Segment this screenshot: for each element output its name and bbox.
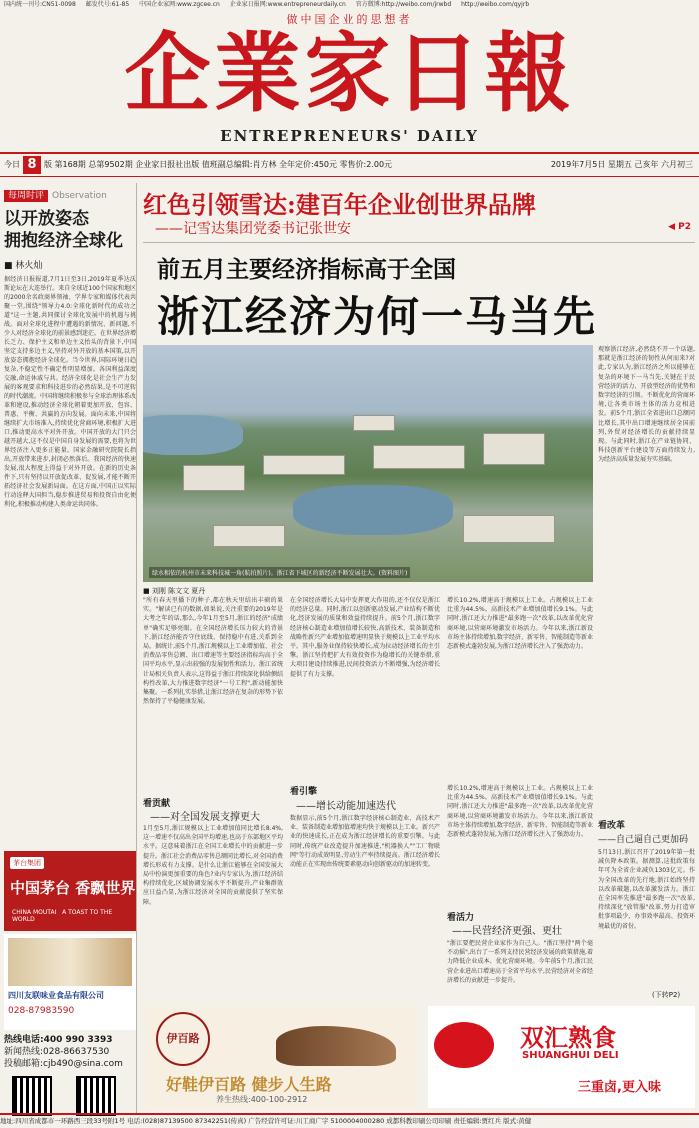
maotai-ad[interactable] xyxy=(4,851,136,931)
section-engine-sub: ——增长动能加速迭代 xyxy=(296,801,396,812)
section-contribution-title: 看贡献 xyxy=(143,799,171,809)
qr-code-icon[interactable] xyxy=(76,1076,116,1116)
masthead-title: 企業家日報 xyxy=(124,23,575,124)
maotai-slogan xyxy=(10,877,135,898)
maotai-slogan-1: 中国茅台 xyxy=(10,879,71,897)
issue-info-left xyxy=(4,154,392,176)
commentary-title-line1: 以开放姿态 xyxy=(4,209,89,229)
sichuan-company-name: 四川友联味业食品有限公司 xyxy=(8,991,104,1000)
main-story-col3b: 增长10.2%,增速高于规模以上工业。占规模以上工业比重为44.5%。高新技术产业增加值增长9.1%。与此同时,浙江还大力推进"最多跑一次"改革,以改革优化营商环境,以营商环境激发市场活力。今年以来,浙江新设市场主体持续增加,数字经济、新零售、智能制造等新业态新模式蓬勃发展,为浙江经济增长注入了强劲动力。 xyxy=(447,785,593,839)
topbar-item: 国内统一刊号:CN51-0098 xyxy=(4,1,76,8)
yibailu-logo: 伊百路 xyxy=(156,1012,210,1066)
yibailu-shoe-ad[interactable] xyxy=(146,1006,417,1108)
maotai-english xyxy=(12,909,136,923)
page-count-badge: 8 xyxy=(23,156,41,174)
page-ref-text: P2 xyxy=(678,222,691,232)
photo-caption: 绿水相依的杭州市未来科技城一角(航拍照片)。浙江省下城区的新经济不断发展壮大。(资料图片) xyxy=(149,567,410,578)
main-story-col3: 增长10.2%,增速高于规模以上工业。占规模以上工业比重为44.5%。高新技术产业增加值增长9.1%。与此同时,浙江还大力推进"最多跑一次"改革,以改革优化营商环境,以营商环境激发市场活力。今年以来,浙江新设市场主体持续增加,数字经济、新零售、智能制造等新业态新模式蓬勃发展,为浙江经济增长注入了强劲动力。 xyxy=(447,597,593,651)
divider xyxy=(143,242,695,243)
section-vitality-sub: ——民营经济更强、更壮 xyxy=(452,926,562,937)
maotai-english-2: A TOAST TO THE WORLD xyxy=(12,909,113,923)
topbar-item[interactable]: http://weibo.com/qyjrb xyxy=(461,1,530,8)
today-label: 今日 xyxy=(4,160,20,169)
main-story-col2: 在全国经济增长大局中发挥更大作用的,还不仅仅是浙江的经济总量。同时,浙江以创新驱动发展,产业结构不断优化,经济发展的质量和效益持续提升。前5个月,浙江数字经济核心制造业增加值增长较快,高新技术、装备制造和战略性新兴产业增加值增速明显快于规模以上工业平均水平。其中,服务业保持较快增长,成为拉动经济增长的主引擎。浙江坚持把扩大有效投资作为稳增长的关键举措,重大项目建设持续推进,民间投资活力不断增强,为经济增长提供了有力支撑。 xyxy=(290,597,440,678)
contact-block xyxy=(4,1034,136,1118)
lead-story-page-ref[interactable]: ◀ P2 xyxy=(668,222,691,232)
main-story-col1: "所有春天里播下的种子,都在秋天里结出丰硕的果实。"解读已有的数据,如果说,关注重要的2019年是大考之年的话,那么,今年1月至5月,浙江的经济"成绩单"确实足够亮眼。在全国经济增长压力较大的背景下,浙江经济能否守住底线、保持稳中有进,关系到全局。据统计,前5个月,浙江规模以上工业增加值、社会消费品零售总额、出口增速等主要经济指标均高于全国平均水平,显示出较强的发展韧性和活力。浙江省统计局相关负责人表示,这得益于浙江持续深化供给侧结构性改革,大力推进数字经济"一号工程",新动能加快集聚。一系列扎实举措,让浙江经济在复杂的形势下依然保持了平稳健康发展。 xyxy=(143,597,283,706)
sichuan-food-ad[interactable] xyxy=(4,934,136,1030)
section-contribution-body: 1月至5月,浙江规模以上工业增加值同比增长8.4%,这一增速不仅高出全国平均增速,也高于东部地区平均水平。这意味着浙江在全国工业增长中的贡献进一步提升。浙江社会消费品零售总额同比增长,对全国消费增长形成有力支撑。是什么让浙江能够在全国发展大局中扮演更加重要的角色?业内专家认为,浙江经济结构持续优化,区域协调发展水平不断提升,产业集群效应日益凸显,为浙江经济对全国的贡献提供了坚实保障。 xyxy=(143,825,283,906)
main-story-col4: 观察浙江经济,必然绕不开一个话题,那就是浙江经济的韧性从何而来?对此,专家认为,浙江经济之所以能够在复杂的环境下一马当先,关键在于民营经济的活力、开放型经济的优势和数字经济的引领。不断优化的营商环境,让各类市场主体的活力竞相迸发。前5个月,浙江全省进出口总额同比增长,其中出口增速继续居全国前列,外贸对经济增长的贡献持续显现。与此同时,浙江在产业链协同、科技创新平台建设等方面持续发力,为经济高质量发展夯实基础。 xyxy=(598,346,695,464)
lead-story-subhead: ——记雪达集团党委书记张世安 xyxy=(155,221,351,237)
commentary-body: 据经济日报报道,7月1日至3日,2019年夏季达沃斯论坛在大连举行。来自全球近100个国家和地区的2000余名政商界领袖、学界专家和媒体代表共聚一堂,围绕"领导力4.0:全球化新时代的成功之道"这一主题,共同探讨全球化发展中的机遇与挑战。面对全球化进程中遭遇的新情况、新问题,不少人对经济全球化的前景感到迷茫。在世界经济增长乏力、保护主义和单边主义抬头的背景下,中国坚定支持多边主义,坚持对外开放的基本国策,以开放姿态拥抱经济全球化。当今世界,国际环境日趋复杂,不稳定性不确定性明显增加。各国利益深度交融,命运休戚与共。经济全球化是社会生产力发展的客观要求和科技进步的必然结果,是不可逆转的时代潮流。中国将继续积极参与全球治理体系改革和建设,推动经济全球化朝着更加开放、包容、普惠、平衡、共赢的方向发展。面向未来,中国将继续扩大市场准入,持续优化营商环境,积极扩大进口,推动更高水平对外开放。中国开放的大门只会越开越大,这不仅是中国自身发展的需要,也将为世界经济注入更多正能量。国家金融研究院院长指出,开放带来进步,封闭必然落后。我国经济的快速发展,很大程度上得益于对外开放。在新的历史条件下,只有坚持以开放促改革、促发展,才能不断开拓经济社会发展新局面。在这方面,中国正以实际行动诠释大国担当,稳步推进贸易和投资自由化便利化,积极推动构建人类命运共同体。 xyxy=(4,276,136,508)
issue-details: 版 第168期 总第9502期 企业家日报社出版 值班副总编辑:肖方林 全年定价:450元 零售价:2.00元 xyxy=(44,160,393,169)
section-reform-title: 看改革 xyxy=(598,821,626,831)
topbar-item[interactable]: 中国企业家网:www.zgcee.cn xyxy=(139,1,220,8)
commentary-title[interactable] xyxy=(4,208,136,252)
masthead-slogan: 做中国企业的思想者 xyxy=(286,13,413,26)
maotai-logo: 茅台集团 xyxy=(10,857,44,869)
maotai-english-1: CHINA MOUTAI xyxy=(12,909,57,916)
shuanghui-english: SHUANGHUI DELI xyxy=(522,1050,619,1061)
footer: 地址:四川省成都市一环路西三段33号附1号 电话:(028)87139500 87342251(传真) 广告经营许可证:川工商广字 5100004000280 成都科教印刷公司印刷 责任编辑:贾红兵 版式:黄健 xyxy=(0,1113,699,1128)
masthead-english-title: ENTREPRENEURS' DAILY xyxy=(220,127,479,145)
commentary-title-line2: 拥抱经济全球化 xyxy=(4,231,123,251)
news-hotline: 新闻热线:028-86637530 xyxy=(4,1047,110,1057)
qr-code-icon[interactable] xyxy=(12,1076,52,1116)
commentary-author: ■ 林火灿 xyxy=(4,261,43,271)
topbar-item[interactable]: 官方微博:http://weibo.com/jrwbd xyxy=(355,1,452,8)
sichuan-phone: 028-87983590 xyxy=(8,1006,75,1016)
column-tag xyxy=(4,188,111,201)
shoe-image xyxy=(276,1026,396,1066)
issue-info-bar xyxy=(0,152,699,177)
lead-story-headline[interactable]: 红色引领雪达:建百年企业创世界品牌 xyxy=(143,190,536,219)
aerial-city-photo xyxy=(143,345,593,582)
topbar-item[interactable]: 企业家日报网:www.entrepreneurdaily.cn xyxy=(229,1,346,8)
column-tag-cn: 每周时评 xyxy=(4,190,48,202)
maotai-slogan-2: 香飘世界 xyxy=(75,879,136,897)
hotline: 热线电话:400 990 3393 xyxy=(4,1035,113,1045)
shuanghui-name: 双汇熟食 xyxy=(520,1024,616,1052)
column-tag-en: Observation xyxy=(52,191,107,201)
shuanghui-deli-ad[interactable] xyxy=(428,1006,695,1108)
pig-logo-icon xyxy=(434,1022,494,1068)
main-story-byline: ■ 刘刚 陈文文 夏丹 xyxy=(143,587,206,595)
yibailu-slogan: 好鞋伊百路 健步人生路 xyxy=(166,1075,332,1094)
issue-date: 2019年7月5日 星期五 己亥年 六月初三 xyxy=(550,160,693,169)
shuanghui-slogan: 三重卤,更入味 xyxy=(578,1080,661,1095)
continued-note[interactable]: (下转P2) xyxy=(652,991,681,999)
topbar-item: 邮发代号:61-85 xyxy=(85,1,130,8)
section-reform-body: 5月13日,浙江召开了2019年第一批减负降本政策。据测算,这批政策每年可为全省企业减负1303亿元。作为全国改革的先行地,浙江始终坚持以改革破题,以改革激发活力。浙江在全国率先推进"最多跑一次"改革,持续深化"放管服"改革,努力打造审批事项最少、办事效率最高、投资环境最优的省份。 xyxy=(598,849,695,930)
section-engine-body: 数据显示,前5个月,浙江数字经济核心制造业、高技术产业、装备制造业增加值增速均快于规模以上工业。新兴产业的快速成长,正在成为浙江经济增长的重要引擎。与此同时,传统产业改造提升加速推进,"机器换人""工厂物联网"等行动成效明显,劳动生产率持续提高。浙江经济增长动能正在实现由传统要素驱动向创新驱动的加速转变。 xyxy=(290,815,440,869)
section-vitality-title: 看活力 xyxy=(447,913,475,923)
yibailu-phone: 养生热线:400-100-2912 xyxy=(216,1095,308,1104)
section-reform-sub: ——自己逼自己更加码 xyxy=(598,835,689,845)
main-story-kicker: 前五月主要经济指标高于全国 xyxy=(157,256,456,283)
sichuan-product-image xyxy=(8,938,132,986)
main-story-headline[interactable]: 浙江经济为何一马当先 xyxy=(157,292,598,341)
section-vitality-body: "浙江要把民营企业家作为自己人。"浙江坚持"两个毫不动摇",出台了一系列支持民营经济发展的政策措施,着力降低企业成本、优化营商环境。今年前5个月,浙江民营企业进出口增速高于全省平均水平,民营经济对全省经济增长的贡献进一步提升。 xyxy=(447,940,593,984)
submission-email[interactable]: 投稿邮箱:cjb490@sina.com xyxy=(4,1059,123,1069)
section-engine-title: 看引擎 xyxy=(290,787,318,797)
top-info-strip xyxy=(0,0,699,9)
section-contribution-sub: ——对全国发展支撑更大 xyxy=(150,812,260,823)
